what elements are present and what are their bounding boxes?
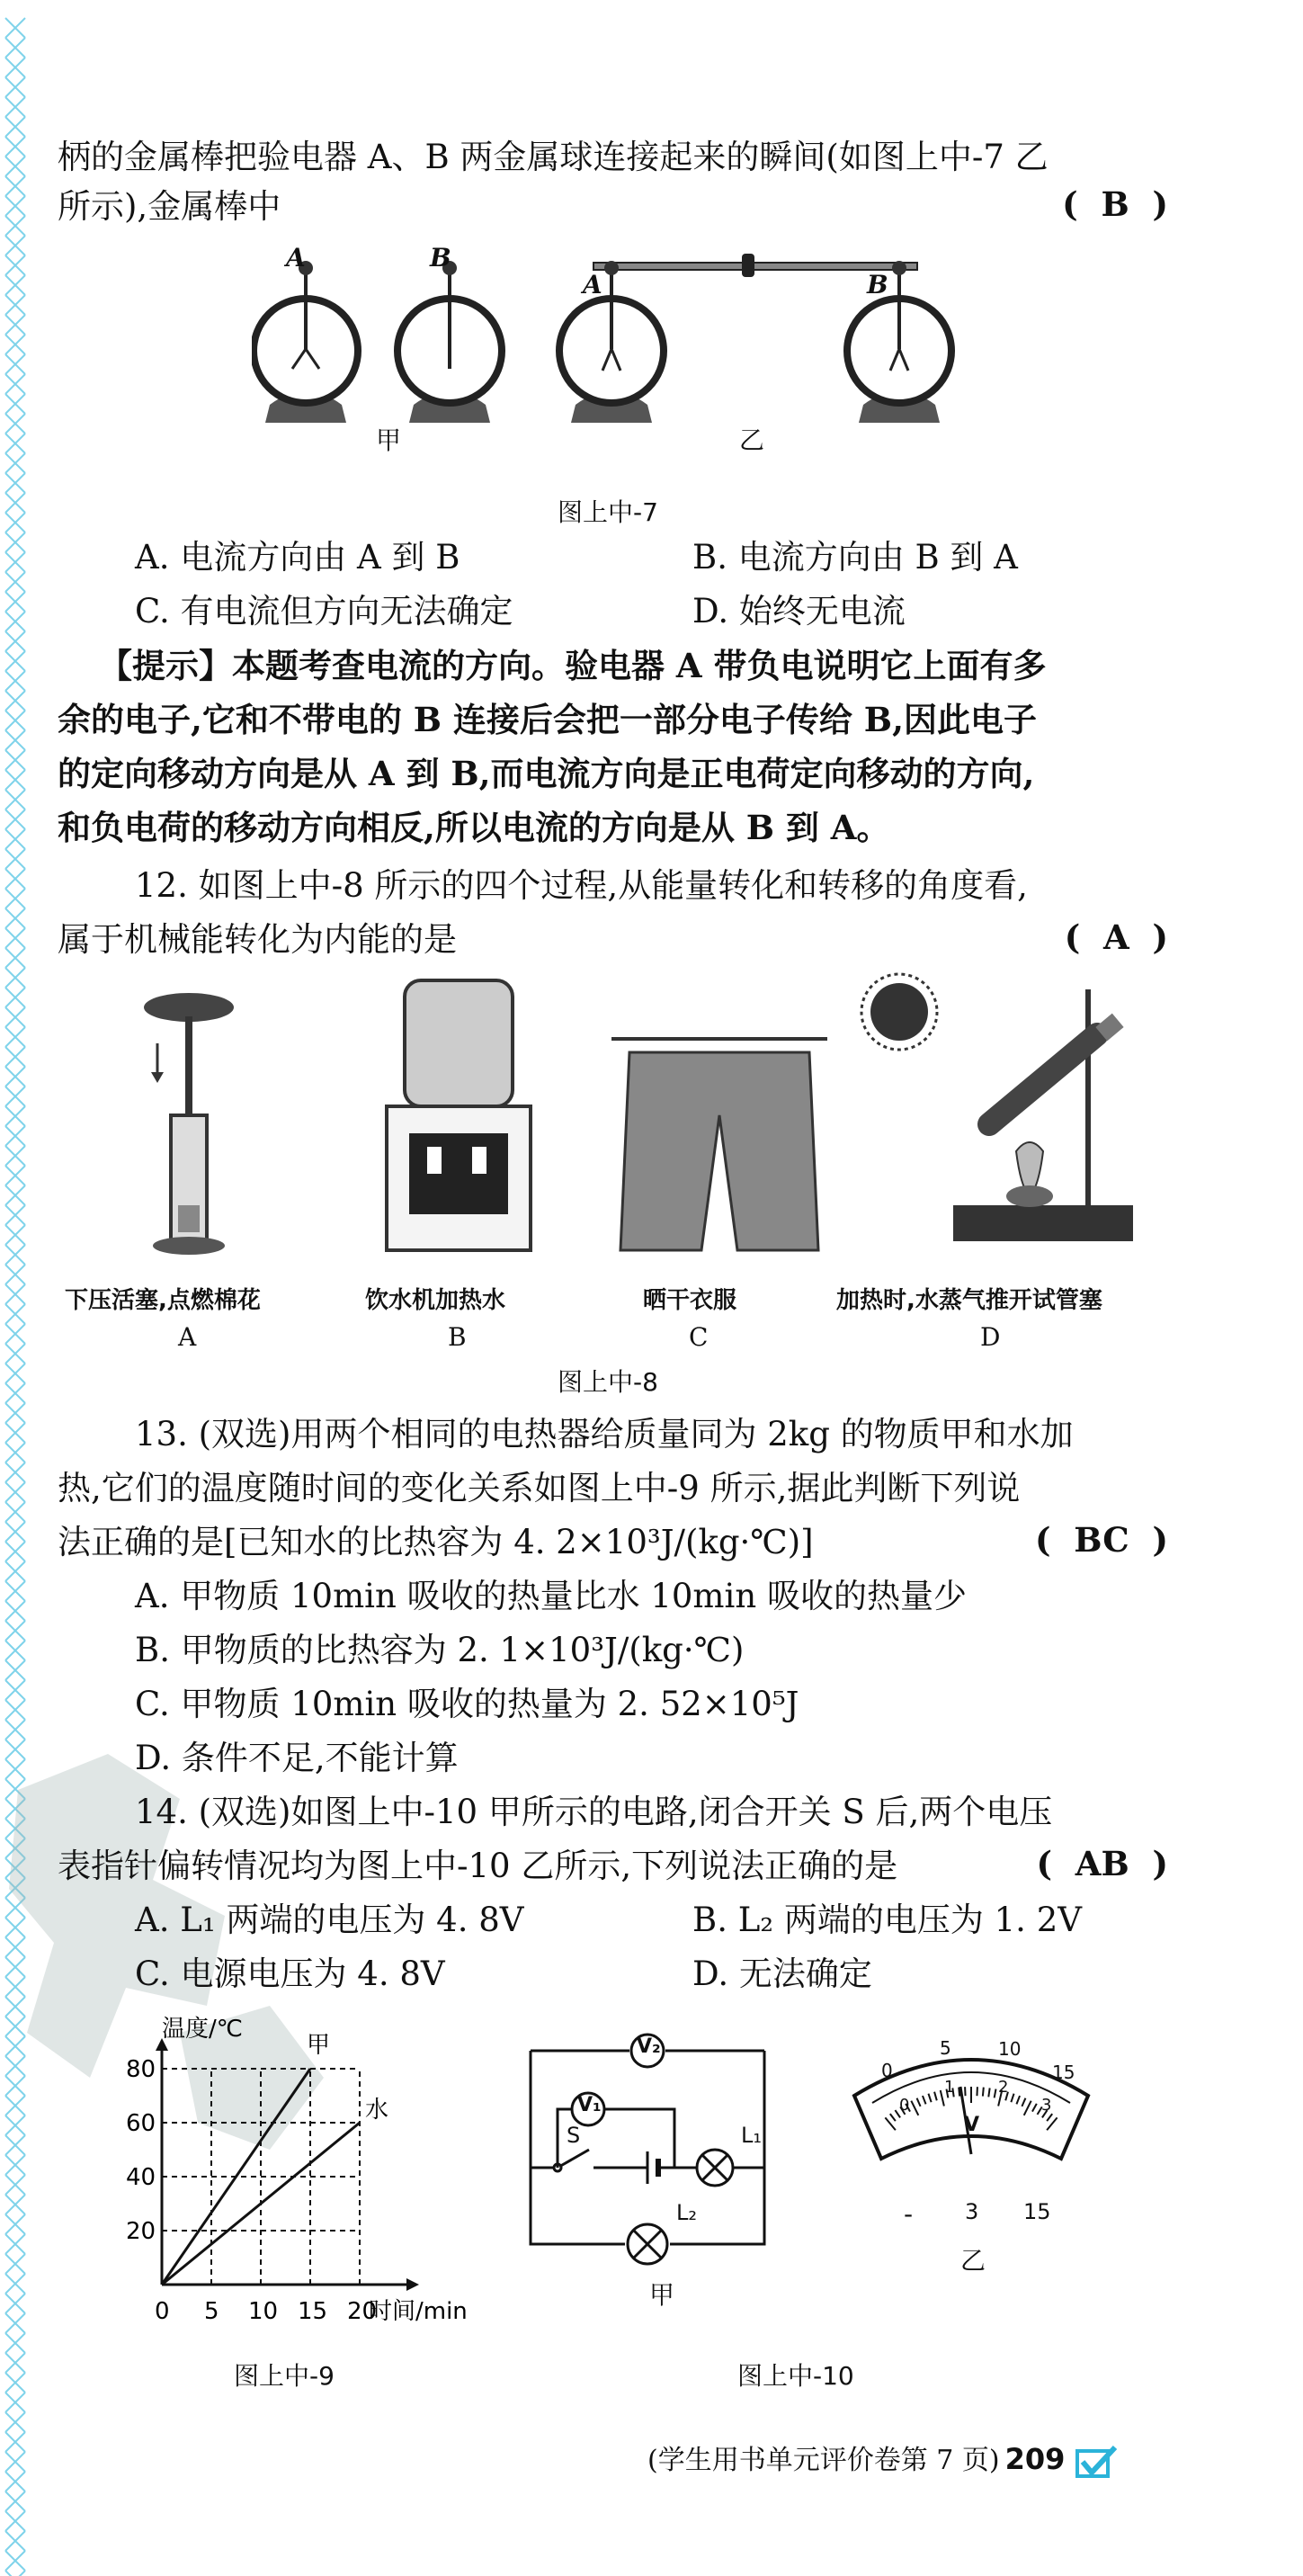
q14-option-d: D. 无法确定 (692, 1954, 872, 1993)
q13-option-d: D. 条件不足,不能计算 (135, 1739, 459, 1777)
q14-answer-value: AB (1075, 1844, 1129, 1883)
q13-line3: 法正确的是[已知水的比热容为 4. 2×10³J/(kg·℃)] (58, 1523, 814, 1561)
page-footer (647, 2437, 1119, 2480)
meter-top-15: 15 (1052, 2062, 1075, 2083)
q11-answer: ( B ) (1062, 184, 1168, 224)
circuit-diagram (522, 2033, 791, 2267)
y-tick-label: 40 (126, 2164, 156, 2191)
chart-ylabel: 温度/℃ (162, 2016, 243, 2043)
checkmark-icon (1074, 2444, 1119, 2480)
water-dispenser-image (387, 980, 531, 1250)
footer-text: (学生用书单元评价卷第 7 页) (647, 2445, 1000, 2476)
series-label-water: 水 (365, 2097, 389, 2124)
meter-tick (983, 2088, 984, 2097)
electroscope-b-jia (397, 261, 502, 423)
q11-hint-line4: 和负电荷的移动方向相反,所以电流的方向是从 B 到 A。 (58, 808, 890, 847)
meter-top-0: 0 (881, 2060, 893, 2081)
fig7-label-b-yi: B (867, 270, 888, 300)
q12-image-d-letter: D (980, 1322, 1001, 1352)
meter-bottom-0: 0 (899, 2096, 910, 2115)
fig7-label-a: A (286, 243, 306, 273)
q12-answer: ( A ) (1064, 917, 1168, 957)
drying-clothes-image (611, 974, 937, 1250)
fig7-caption: 图上中-7 (558, 497, 658, 527)
q13-option-b: B. 甲物质的比热容为 2. 1×10³J/(kg·℃) (135, 1631, 745, 1669)
x-tick-label: 20 (347, 2298, 378, 2325)
x-axis-arrow (406, 2278, 419, 2291)
q11-option-c: C. 有电流但方向无法确定 (135, 592, 513, 631)
terminal-neg: - (904, 2199, 914, 2229)
q13-answer-value: BC (1074, 1520, 1129, 1560)
q12-answer-value: A (1103, 917, 1129, 957)
q13-line1: 13. (双选)用两个相同的电热器给质量同为 2kg 的物质甲和水加 (135, 1415, 1074, 1453)
q11-option-a: A. 电流方向由 A 到 B (135, 538, 460, 577)
q12-image-b-caption: 饮水机加热水 (365, 1287, 506, 1314)
series-label-jia: 甲 (307, 2032, 331, 2059)
q12-image-d-caption: 加热时,水蒸气推开试管塞 (836, 1287, 1102, 1314)
fig10-yi-label: 乙 (960, 2246, 986, 2276)
x-tick-label: 5 (204, 2298, 219, 2325)
q12-image-c-caption: 晒干衣服 (643, 1287, 737, 1314)
q14-line2: 表指针偏转情况均为图上中-10 乙所示,下列说法正确的是 (58, 1847, 898, 1885)
y-tick-label: 80 (126, 2056, 156, 2083)
fig10-v1-label: V₁ (577, 2094, 602, 2116)
q13-answer: ( BC ) (1035, 1520, 1168, 1560)
meter-top-5: 5 (940, 2037, 951, 2059)
q11-option-b: B. 电流方向由 B 到 A (692, 538, 1018, 577)
x-tick-label: 0 (155, 2298, 170, 2325)
fig7-label-a-yi: A (583, 270, 602, 300)
q14-option-c: C. 电源电压为 4. 8V (135, 1954, 445, 1993)
meter-bottom-1: 1 (944, 2078, 955, 2097)
q12-image-a-caption: 下压活塞,点燃棉花 (65, 1287, 261, 1314)
fig10-l1-label: L₁ (741, 2123, 762, 2148)
q14-option-a: A. L₁ 两端的电压为 4. 8V (135, 1901, 524, 1939)
q14-line1: 14. (双选)如图上中-10 甲所示的电路,闭合开关 S 后,两个电压 (135, 1793, 1053, 1831)
q11-line2: 所示),金属棒中 (58, 187, 281, 226)
q11-line1: 柄的金属棒把验电器 A、B 两金属球连接起来的瞬间(如图上中-7 乙 (58, 138, 1049, 176)
fig7-label-yi: 乙 (739, 425, 765, 455)
q13-option-c: C. 甲物质 10min 吸收的热量为 2. 52×10⁵J (135, 1685, 799, 1723)
q11-answer-value: B (1101, 184, 1129, 224)
q11-hint-line3: 的定向移动方向是从 A 到 B,而电流方向是正电荷定向移动的方向, (58, 754, 1035, 793)
meter-bottom-2: 2 (998, 2078, 1009, 2097)
page-number: 209 (1004, 2442, 1066, 2476)
fig7-label-b: B (430, 243, 451, 273)
fig10-caption: 图上中-10 (737, 2361, 854, 2391)
temperature-time-chart (99, 2015, 495, 2348)
q11-hint-line1: 【提示】本题考查电流的方向。验电器 A 带负电说明它上面有多 (99, 646, 1047, 685)
terminal-15: 15 (1023, 2199, 1051, 2224)
test-tube-heating-image (953, 989, 1133, 1241)
q11-option-d: D. 始终无电流 (692, 592, 906, 631)
x-tick-label: 15 (298, 2298, 328, 2325)
meter-top-10: 10 (998, 2038, 1022, 2060)
chart-xlabel: 时间/min (369, 2298, 468, 2325)
figure-energy-processes (54, 971, 1178, 1268)
piston-apparatus-image (144, 993, 234, 1255)
meter-tick (988, 2088, 989, 2097)
fig9-caption: 图上中-9 (234, 2361, 335, 2391)
fig8-caption: 图上中-8 (558, 1367, 658, 1397)
q12-line1: 12. 如图上中-8 所示的四个过程,从能量转化和转移的角度看, (135, 866, 1028, 905)
q12-line2: 属于机械能转化为内能的是 (58, 920, 457, 959)
q13-line2: 热,它们的温度随时间的变化关系如图上中-9 所示,据此判断下列说 (58, 1469, 1021, 1507)
fig10-s-label: S (567, 2123, 581, 2148)
y-tick-label: 20 (126, 2218, 156, 2245)
electroscope-b-yi (847, 261, 951, 423)
y-tick-label: 60 (126, 2110, 156, 2137)
electroscope-a-yi (559, 261, 664, 423)
fig7-label-jia: 甲 (376, 425, 402, 455)
fig10-v2-label: V₂ (637, 2035, 661, 2058)
q12-image-a-letter: A (178, 1322, 197, 1352)
q14-option-b: B. L₂ 两端的电压为 1. 2V (692, 1901, 1082, 1939)
electroscope-a-jia (254, 261, 358, 423)
terminal-3: 3 (965, 2199, 979, 2224)
fig10-l2-label: L₂ (676, 2200, 697, 2225)
q11-hint-line2: 余的电子,它和不带电的 B 连接后会把一部分电子传给 B,因此电子 (58, 700, 1037, 739)
q14-answer: ( AB ) (1036, 1844, 1168, 1883)
q12-image-b-letter: B (448, 1322, 467, 1352)
fig10-jia-label: 甲 (649, 2280, 675, 2310)
meter-unit: V (964, 2114, 980, 2136)
meter-bottom-3: 3 (1041, 2096, 1052, 2115)
q12-image-c-letter: C (689, 1322, 709, 1352)
x-tick-label: 10 (248, 2298, 279, 2325)
q13-option-a: A. 甲物质 10min 吸收的热量比水 10min 吸收的热量少 (135, 1577, 967, 1615)
